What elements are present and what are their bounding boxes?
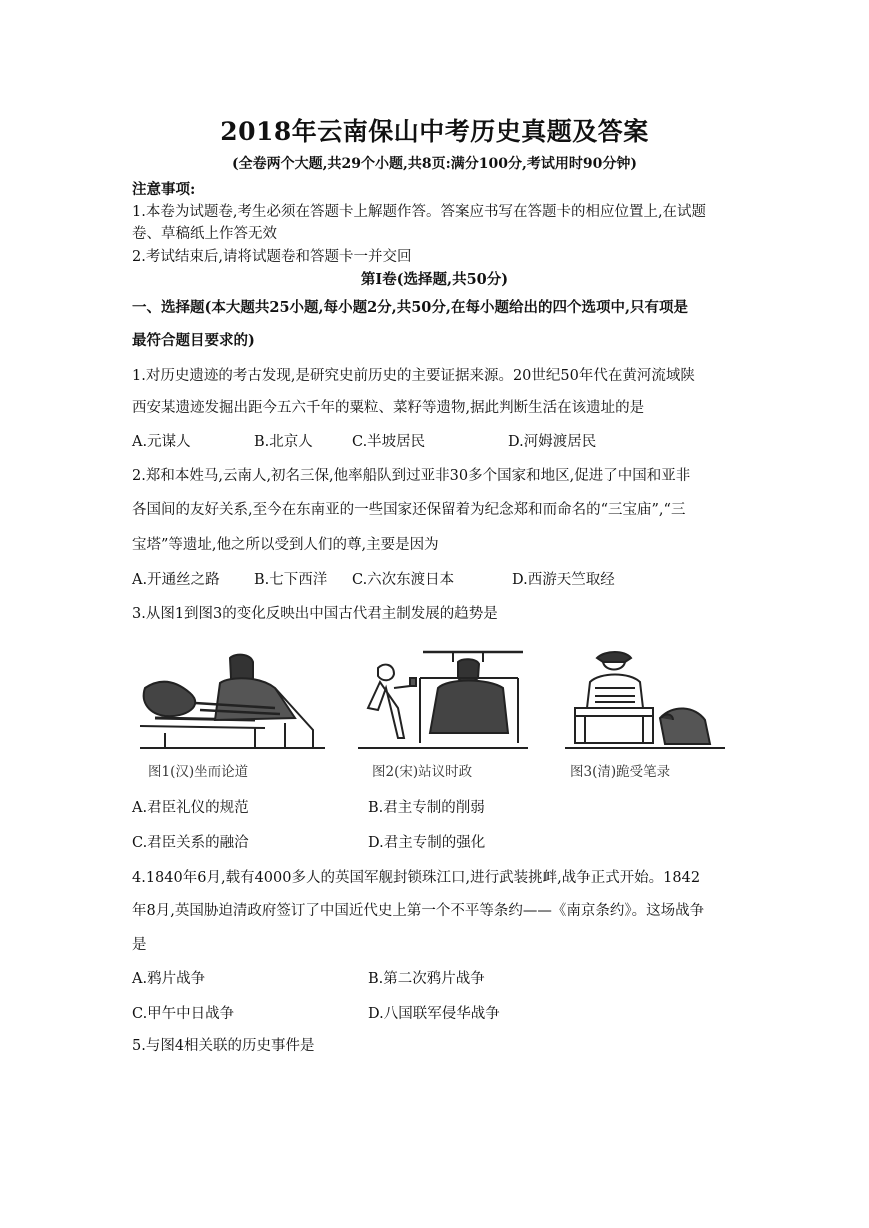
- q2-option-b: B.七下西洋: [254, 572, 328, 588]
- q3-option-b: B.君主专制的削弱: [368, 800, 485, 816]
- figure-1-caption: 图1(汉)坐而论道: [148, 764, 249, 780]
- notes-item-2: 2.考试结束后,请将试题卷和答题卡一并交回: [132, 249, 412, 265]
- q1-line-1: 1.对历史遗迹的考古发现,是研究史前历史的主要证据来源。20世纪50年代在黄河流域陕: [132, 368, 695, 384]
- q3-option-c: C.君臣关系的融洽: [132, 835, 249, 851]
- notes-heading: 注意事项:: [132, 181, 196, 198]
- figure-2-song-illustration: [358, 648, 528, 756]
- q2-option-a: A.开通丝之路: [132, 572, 220, 588]
- q2-option-d: D.西游天竺取经: [512, 572, 615, 588]
- q1-option-d: D.河姆渡居民: [508, 434, 597, 450]
- section1-line-1: 一、选择题(本大题共25小题,每小题2分,共50分,在每小题给出的四个选项中,只有项是: [132, 299, 688, 316]
- q1-line-2: 西安某遗迹发掘出距今五六千年的粟粒、菜籽等遗物,据此判断生活在该遗址的是: [132, 400, 645, 416]
- q4-option-a: A.鸦片战争: [132, 971, 206, 987]
- q4-option-d: D.八国联军侵华战争: [368, 1006, 500, 1022]
- q3-option-a: A.君臣礼仪的规范: [132, 800, 249, 816]
- figure-3-caption: 图3(清)跪受笔录: [570, 764, 671, 780]
- q2-line-2: 各国间的友好关系,至今在东南亚的一些国家还保留着为纪念郑和而命名的“三宝庙”,“三: [132, 502, 686, 518]
- q3-option-d: D.君主专制的强化: [368, 835, 486, 851]
- page-title: 2018年云南保山中考历史真题及答案: [220, 117, 649, 146]
- q3-line-1: 3.从图1到图3的变化反映出中国古代君主制发展的趋势是: [132, 606, 498, 622]
- notes-item-1-line-2: 卷、草稿纸上作答无效: [132, 226, 277, 242]
- exam-subtitle: (全卷两个大题,共29个小题,共8页:满分100分,考试用时90分钟): [232, 156, 637, 172]
- q2-line-1: 2.郑和本姓马,云南人,初名三保,他率船队到过亚非30多个国家和地区,促进了中国和亚非: [132, 468, 691, 484]
- q4-line-3: 是: [132, 937, 147, 953]
- q4-option-b: B.第二次鸦片战争: [368, 971, 485, 987]
- q4-option-c: C.甲午中日战争: [132, 1006, 235, 1022]
- part1-heading: 第Ⅰ卷(选择题,共50分): [360, 271, 509, 288]
- figure-2-caption: 图2(宋)站议时政: [372, 764, 473, 780]
- notes-item-1-line-1: 1.本卷为试题卷,考生必须在答题卡上解题作答。答案应书写在答题卡的相应位置上,在试题: [132, 204, 707, 220]
- q2-option-c: C.六次东渡日本: [352, 572, 455, 588]
- q5-line-1: 5.与图4相关联的历史事件是: [132, 1038, 315, 1054]
- q4-line-1: 4.1840年6月,载有4000多人的英国军舰封锁珠江口,进行武装挑衅,战争正式开始。1842: [132, 870, 701, 886]
- q1-option-c: C.半坡居民: [352, 434, 426, 450]
- q1-option-a: A.元谋人: [132, 434, 191, 450]
- q1-option-b: B.北京人: [254, 434, 313, 450]
- figure-1-han-illustration: [135, 648, 330, 756]
- q4-line-2: 年8月,英国胁迫清政府签订了中国近代史上第一个不平等条约——《南京条约》。这场战争: [132, 903, 705, 919]
- q2-line-3: 宝塔”等遗址,他之所以受到人们的尊,主要是因为: [132, 537, 439, 553]
- figure-3-qing-illustration: [565, 648, 725, 756]
- section1-line-2: 最符合题目要求的): [132, 332, 255, 349]
